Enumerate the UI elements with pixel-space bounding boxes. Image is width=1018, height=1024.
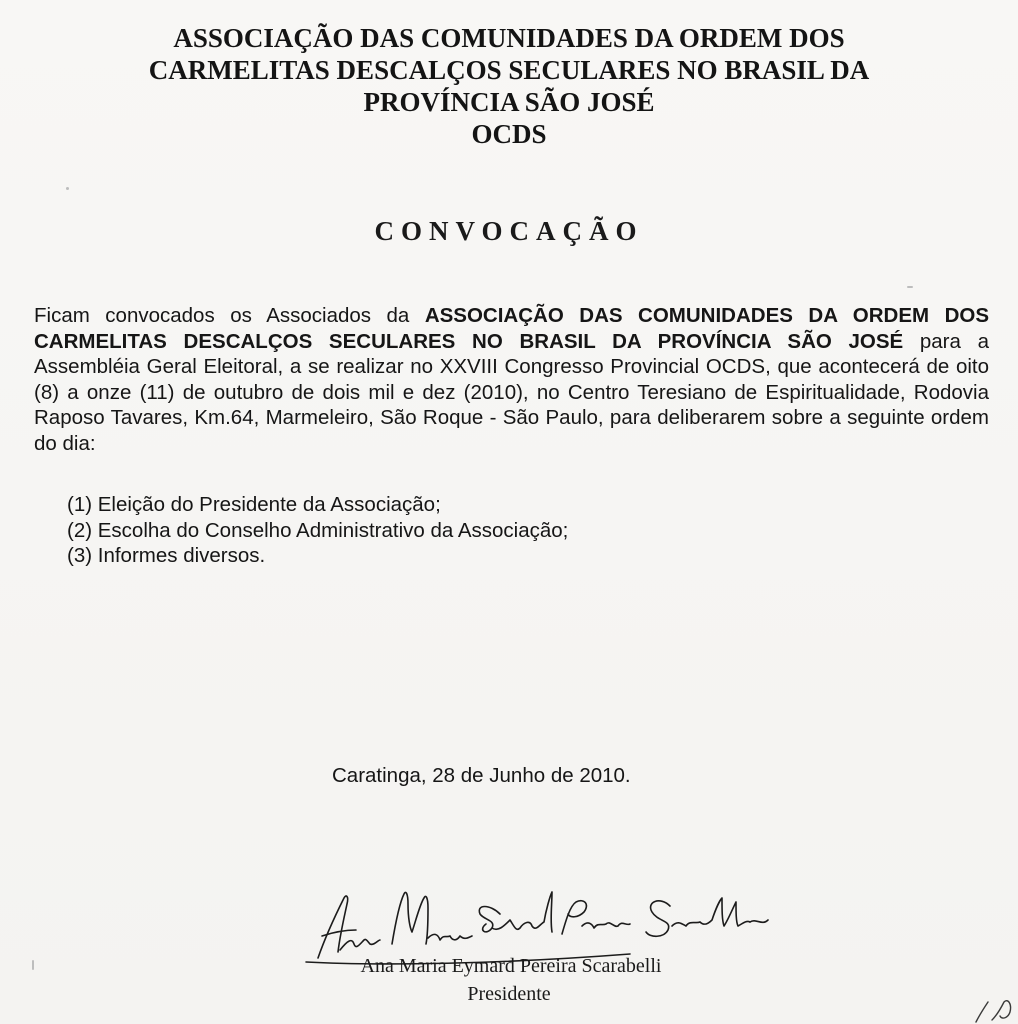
header-line-2: CARMELITAS DESCALÇOS SECULARES NO BRASIL DA bbox=[148, 55, 870, 85]
paper-speck bbox=[66, 187, 69, 190]
handwritten-corner-mark bbox=[948, 984, 1018, 1024]
signer-role: Presidente bbox=[467, 983, 551, 1005]
paper-speck bbox=[907, 286, 913, 288]
header-line-4: OCDS bbox=[471, 119, 547, 149]
agenda-item: (1) Eleição do Presidente da Associação; bbox=[67, 493, 441, 516]
header-line-1: ASSOCIAÇÃO DAS COMUNIDADES DA ORDEM DOS bbox=[173, 23, 845, 53]
paragraph-org-name: ASSOCIAÇÃO DAS COMUNIDADES DA ORDEM DOS CARMELITAS DESCALÇOS SECULARES NO BRASIL DA PROVÍNCIA SÃO JOSÉ bbox=[34, 304, 989, 353]
header-line-3: PROVÍNCIA SÃO JOSÉ bbox=[363, 87, 655, 117]
date-line: Caratinga, 28 de Junho de 2010. bbox=[332, 764, 631, 787]
agenda-item: (2) Escolha do Conselho Administrativo da Associação; bbox=[67, 518, 569, 542]
convocation-paragraph bbox=[34, 303, 989, 456]
agenda-list bbox=[67, 492, 947, 569]
paper-speck bbox=[32, 960, 34, 970]
document-title: CONVOCAÇÃO bbox=[374, 216, 644, 246]
paragraph-intro: Ficam convocados os Associados da bbox=[34, 304, 425, 327]
signer-name: Ana Maria Eymard Pereira Scarabelli bbox=[360, 955, 662, 977]
document-header bbox=[0, 22, 1018, 150]
agenda-item: (3) Informes diversos. bbox=[67, 544, 266, 567]
paragraph-rest: para a Assembléia Geral Eleitoral, a se realizar no XXVIII Congresso Provincial OCDS, que acontecerá de oito (8) a onze (11) de outubro de dois mil e dez (2010), no Centro Teresiano de Espiritualidade, Rodovia Raposo Tavares, Km.64, Marmeleiro, São Roque - São Paulo, para deliberarem sobre a seguinte ordem do dia: bbox=[34, 329, 989, 455]
